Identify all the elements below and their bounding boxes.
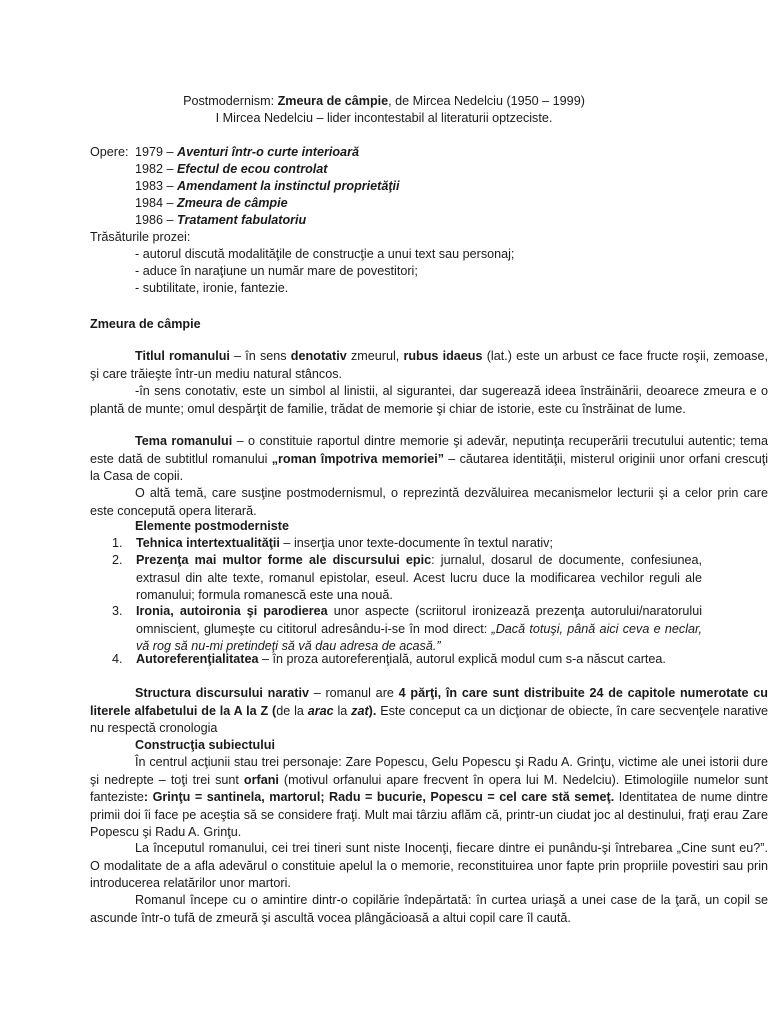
paragraph-connotative: -în sens conotativ, este un simbol al linistii, al sigurantei, dar sugerează ideea înstrăinării, deoarece zmeura e o plantă de munte; omul despărţit de familie, trădat de memorie şi chiar de istorie, este cu înstrăinat de lume. [90, 384, 768, 416]
trasaturi-item: - autorul discută modalităţile de construcţie a unui text sau personaj; [135, 247, 515, 261]
paragraph-beginning: La începutul romanului, cei trei tineri sunt niste Inocenţi, fiecare dintre ei punându-şi întrebarea „Cine sunt eu?”. O modalitate de a afla adevărul o constituie apelul la o memorie, reconstituirea unor fapte prin propriile povestiri sau prin introducerea relatărilor unor martori. [90, 841, 768, 891]
paragraph-second-theme: O altă temă, care susţine postmodernismul, o reprezintă dezvăluirea mecanismelor lecturii şi a celor prin care este concepută opera literară. [90, 486, 768, 518]
document-title [0, 93, 768, 110]
paragraph-memory: Romanul începe cu o amintire dintr-o copilărie îndepărtată: în curtea uriaşă a unei case de la ţară, un copil se ascunde într-o tufă de zmeură şi ascultă vocea plângăcioasă a altui copil care îl caută. [90, 893, 768, 925]
opere-item: 1982 – Efectul de ecou controlat [135, 162, 328, 176]
list-item: 4. Autoreferenţialitatea – în proza autoreferenţială, autorul explică modul cum s-a născut cartea. [112, 652, 666, 666]
trasaturi-item: - subtilitate, ironie, fantezie. [135, 281, 289, 295]
paragraph-characters: În centrul acţiunii stau trei personaje: Zare Popescu, Gelu Popescu şi Radu A. Grinţu, victime ale unei istorii dure şi nedrepte – toţi trei sunt orfani (motivul orfanului apare frecvent în opera lui M. Nedelciu). Etimologiile numelor sunt fanteziste: Grinţu = santinela, martorul; Radu = bucurie, Popescu = cel care stă semeţ. Identitatea de nume dintre primii doi îi face pe aceştia să se considere fraţi. Mult mai târziu aflăm că, printr-un ciudat joc al destinului, fraţi erau Zare Popescu şi Radu A. Grinţu. [90, 755, 768, 840]
list-item: 2. Prezenţa mai multor forme ale discursului epic: jurnalul, dosarul de documente, confesiunea, extrasul din alte texte, romanul epistolar, eseul. Acest lucru duce la modificarea vechilor reguli ale romanului; formula romanescă este una nouă. [112, 553, 702, 603]
elements-heading: Elemente postmoderniste [135, 519, 289, 533]
opere-item: 1986 – Tratament fabulatoriu [135, 213, 307, 227]
opere-item: 1979 – Aventuri într-o curte interioară [135, 145, 359, 159]
trasaturi-label: Trăsăturile prozei: [90, 230, 191, 244]
list-item: 3. Ironia, autoironia şi parodierea unor aspecte (scriitorul ironizează prezenţa autorului/naratorului omniscient, glumeşte cu cititorul adresându-i-se în mod direct: „Dacă totuşi, până aici ceva e neclar, vă rog să nu-mi pretindeţi să vă dau adresa de acasă.” [112, 604, 703, 654]
opere-item: 1984 – Zmeura de câmpie [135, 196, 288, 210]
opere-label: Opere: [90, 145, 129, 159]
title-bold: Zmeura de câmpie [277, 94, 389, 108]
title-prefix: Postmodernism: [183, 94, 278, 108]
construction-heading: Construcţia subiectului [135, 738, 275, 752]
paragraph-title-meaning: Titlul romanului – în sens denotativ zmeurul, rubus idaeus (lat.) este un arbust ce face fructe roşii, zemoase, şi care trăieşte într-un mediu natural stâncos. [90, 349, 768, 381]
trasaturi-item: - aduce în naraţiune un număr mare de povestitori; [135, 264, 418, 278]
paragraph-theme: Tema romanului – o constituie raportul dintre memorie şi adevăr, neputinţa recuperării trecutului autentic; tema este dată de subtitlul romanului „roman împotriva memoriei” – căutarea identităţii, misterul originii unor orfani crescuţi la Casa de copii. [90, 434, 768, 484]
title-suffix: , de Mircea Nedelciu (1950 – 1999) [388, 94, 585, 108]
list-item: 1. Tehnica intertextualităţii – inserţia unor texte-documente în textul narativ; [112, 536, 553, 550]
opere-item: 1983 – Amendament la instinctul proprietăţii [135, 179, 400, 193]
paragraph-structure: Structura discursului narativ – romanul are 4 părţi, în care sunt distribuite 24 de capitole numerotate cu literele alfabetului de la A la Z (de la arac la zat). Este conceput ca un dicţionar de obiecte, în care secvenţele narative nu respectă cronologia [90, 686, 768, 736]
document-subtitle: I Mircea Nedelciu – lider incontestabil al literaturii optzeciste. [215, 111, 553, 125]
section-heading: Zmeura de câmpie [90, 317, 201, 331]
